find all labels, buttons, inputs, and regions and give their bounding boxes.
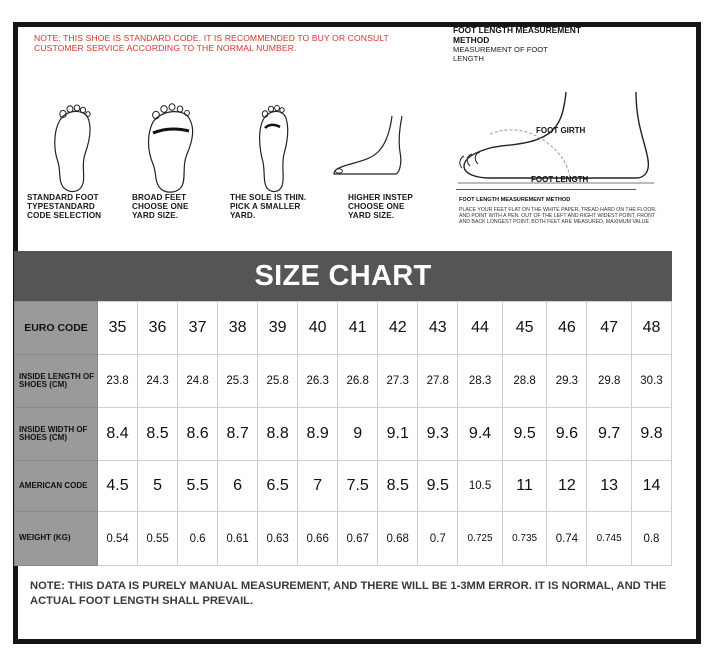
thin-sole-foot-icon — [253, 100, 295, 195]
row-header-inside-length: INSIDE LENGTH OF SHOES (CM) — [15, 355, 98, 408]
table-cell: 29.3 — [547, 355, 587, 408]
table-cell: 9 — [338, 408, 378, 461]
table-cell: 8.5 — [138, 408, 178, 461]
table-cell: 23.8 — [98, 355, 138, 408]
table-cell: 10.5 — [458, 461, 503, 512]
table-row — [15, 408, 672, 461]
table-cell: 24.8 — [178, 355, 218, 408]
table-cell: 28.8 — [502, 355, 547, 408]
table-cell: 9.4 — [458, 408, 503, 461]
table-row — [15, 355, 672, 408]
table-cell: 0.68 — [378, 512, 418, 566]
table-cell: 44 — [458, 302, 503, 355]
table-cell: 5.5 — [178, 461, 218, 512]
table-cell: 9.8 — [631, 408, 671, 461]
table-cell: 0.74 — [547, 512, 587, 566]
size-table — [14, 301, 672, 566]
side-foot-icon — [450, 86, 660, 186]
foot-length-label: FOOT LENGTH — [531, 175, 589, 184]
table-cell: 40 — [298, 302, 338, 355]
table-cell: 24.3 — [138, 355, 178, 408]
table-cell: 47 — [587, 302, 632, 355]
table-cell: 0.6 — [178, 512, 218, 566]
foot-length-title: FOOT LENGTH MEASUREMENT METHOD — [453, 25, 581, 45]
table-cell: 26.8 — [338, 355, 378, 408]
table-cell: 8.4 — [98, 408, 138, 461]
table-cell: 4.5 — [98, 461, 138, 512]
table-cell: 26.3 — [298, 355, 338, 408]
foot-caption-broad: BROAD FEET CHOOSE ONE YARD SIZE. — [132, 193, 189, 220]
foot-length-subtitle: MEASUREMENT OF FOOT LENGTH — [453, 45, 548, 63]
table-cell: 8.6 — [178, 408, 218, 461]
table-cell: 0.735 — [502, 512, 547, 566]
row-header-american: AMERICAN CODE — [15, 461, 98, 512]
table-cell: 48 — [631, 302, 671, 355]
table-cell: 9.5 — [502, 408, 547, 461]
broad-foot-icon — [143, 100, 201, 195]
table-cell: 0.55 — [138, 512, 178, 566]
chart-title: SIZE CHART — [14, 251, 672, 301]
table-cell: 30.3 — [631, 355, 671, 408]
table-cell: 43 — [418, 302, 458, 355]
table-cell: 45 — [502, 302, 547, 355]
table-row — [15, 302, 672, 355]
table-cell: 8.5 — [378, 461, 418, 512]
table-cell: 0.61 — [218, 512, 258, 566]
table-cell: 7.5 — [338, 461, 378, 512]
foot-caption-thin-sole: THE SOLE IS THIN. PICK A SMALLER YARD. — [230, 193, 307, 220]
table-row — [15, 512, 672, 566]
table-cell: 11 — [502, 461, 547, 512]
row-header-euro: EURO CODE — [15, 302, 98, 355]
table-cell: 14 — [631, 461, 671, 512]
table-cell: 6.5 — [258, 461, 298, 512]
table-cell: 35 — [98, 302, 138, 355]
row-header-inside-width: INSIDE WIDTH OF SHOES (CM) — [15, 408, 98, 461]
table-cell: 42 — [378, 302, 418, 355]
table-cell: 36 — [138, 302, 178, 355]
table-cell: 46 — [547, 302, 587, 355]
length-divider — [456, 189, 636, 190]
table-cell: 8.8 — [258, 408, 298, 461]
table-cell: 25.8 — [258, 355, 298, 408]
foot-girth-label: FOOT GIRTH — [536, 126, 586, 135]
table-cell: 13 — [587, 461, 632, 512]
foot-caption-higher-instep: HIGHER INSTEP CHOOSE ONE YARD SIZE. — [348, 193, 413, 220]
table-cell: 29.8 — [587, 355, 632, 408]
table-cell: 0.7 — [418, 512, 458, 566]
table-cell: 39 — [258, 302, 298, 355]
table-cell: 9.5 — [418, 461, 458, 512]
row-header-weight: WEIGHT (KG) — [15, 512, 98, 566]
table-cell: 0.66 — [298, 512, 338, 566]
method-body: PLACE YOUR FEET FLAT ON THE WHITE PAPER, TREAD HARD ON THE FLOOR, AND POINT WITH A PEN. OUT OF THE LEFT AND RIGHT WIDEST POINT, FRONT AND BACK LONGEST POINT, BOTH FEET ARE MEASURED, MAXIMUM VALUE — [459, 207, 657, 225]
table-cell: 25.3 — [218, 355, 258, 408]
table-cell: 9.3 — [418, 408, 458, 461]
foot-caption-standard: STANDARD FOOT TYPESTANDARD CODE SELECTION — [27, 193, 102, 220]
table-cell: 37 — [178, 302, 218, 355]
note-top: NOTE: THIS SHOE IS STANDARD CODE. IT IS RECOMMENDED TO BUY OR CONSULT CUSTOMER SERVICE ACCORDING TO THE NORMAL NUMBER. — [34, 33, 389, 53]
table-cell: 38 — [218, 302, 258, 355]
higher-instep-foot-icon — [330, 112, 410, 177]
table-cell: 28.3 — [458, 355, 503, 408]
table-cell: 6 — [218, 461, 258, 512]
table-cell: 8.9 — [298, 408, 338, 461]
method-title: FOOT LENGTH MEASUREMENT METHOD — [459, 197, 571, 203]
table-cell: 7 — [298, 461, 338, 512]
table-cell: 41 — [338, 302, 378, 355]
note-bottom: NOTE: THIS DATA IS PURELY MANUAL MEASUREMENT, AND THERE WILL BE 1-3MM ERROR. IT IS NORMAL, AND THE ACTUAL FOOT LENGTH SHALL PREVAIL. — [30, 580, 667, 607]
table-cell: 9.6 — [547, 408, 587, 461]
table-cell: 0.67 — [338, 512, 378, 566]
table-cell: 9.7 — [587, 408, 632, 461]
standard-foot-icon — [48, 100, 98, 195]
table-cell: 27.8 — [418, 355, 458, 408]
table-cell: 0.54 — [98, 512, 138, 566]
table-cell: 8.7 — [218, 408, 258, 461]
table-cell: 0.8 — [631, 512, 671, 566]
table-row — [15, 461, 672, 512]
table-cell: 27.3 — [378, 355, 418, 408]
table-cell: 0.63 — [258, 512, 298, 566]
table-cell: 5 — [138, 461, 178, 512]
table-cell: 0.745 — [587, 512, 632, 566]
table-cell: 9.1 — [378, 408, 418, 461]
table-cell: 12 — [547, 461, 587, 512]
table-cell: 0.725 — [458, 512, 503, 566]
